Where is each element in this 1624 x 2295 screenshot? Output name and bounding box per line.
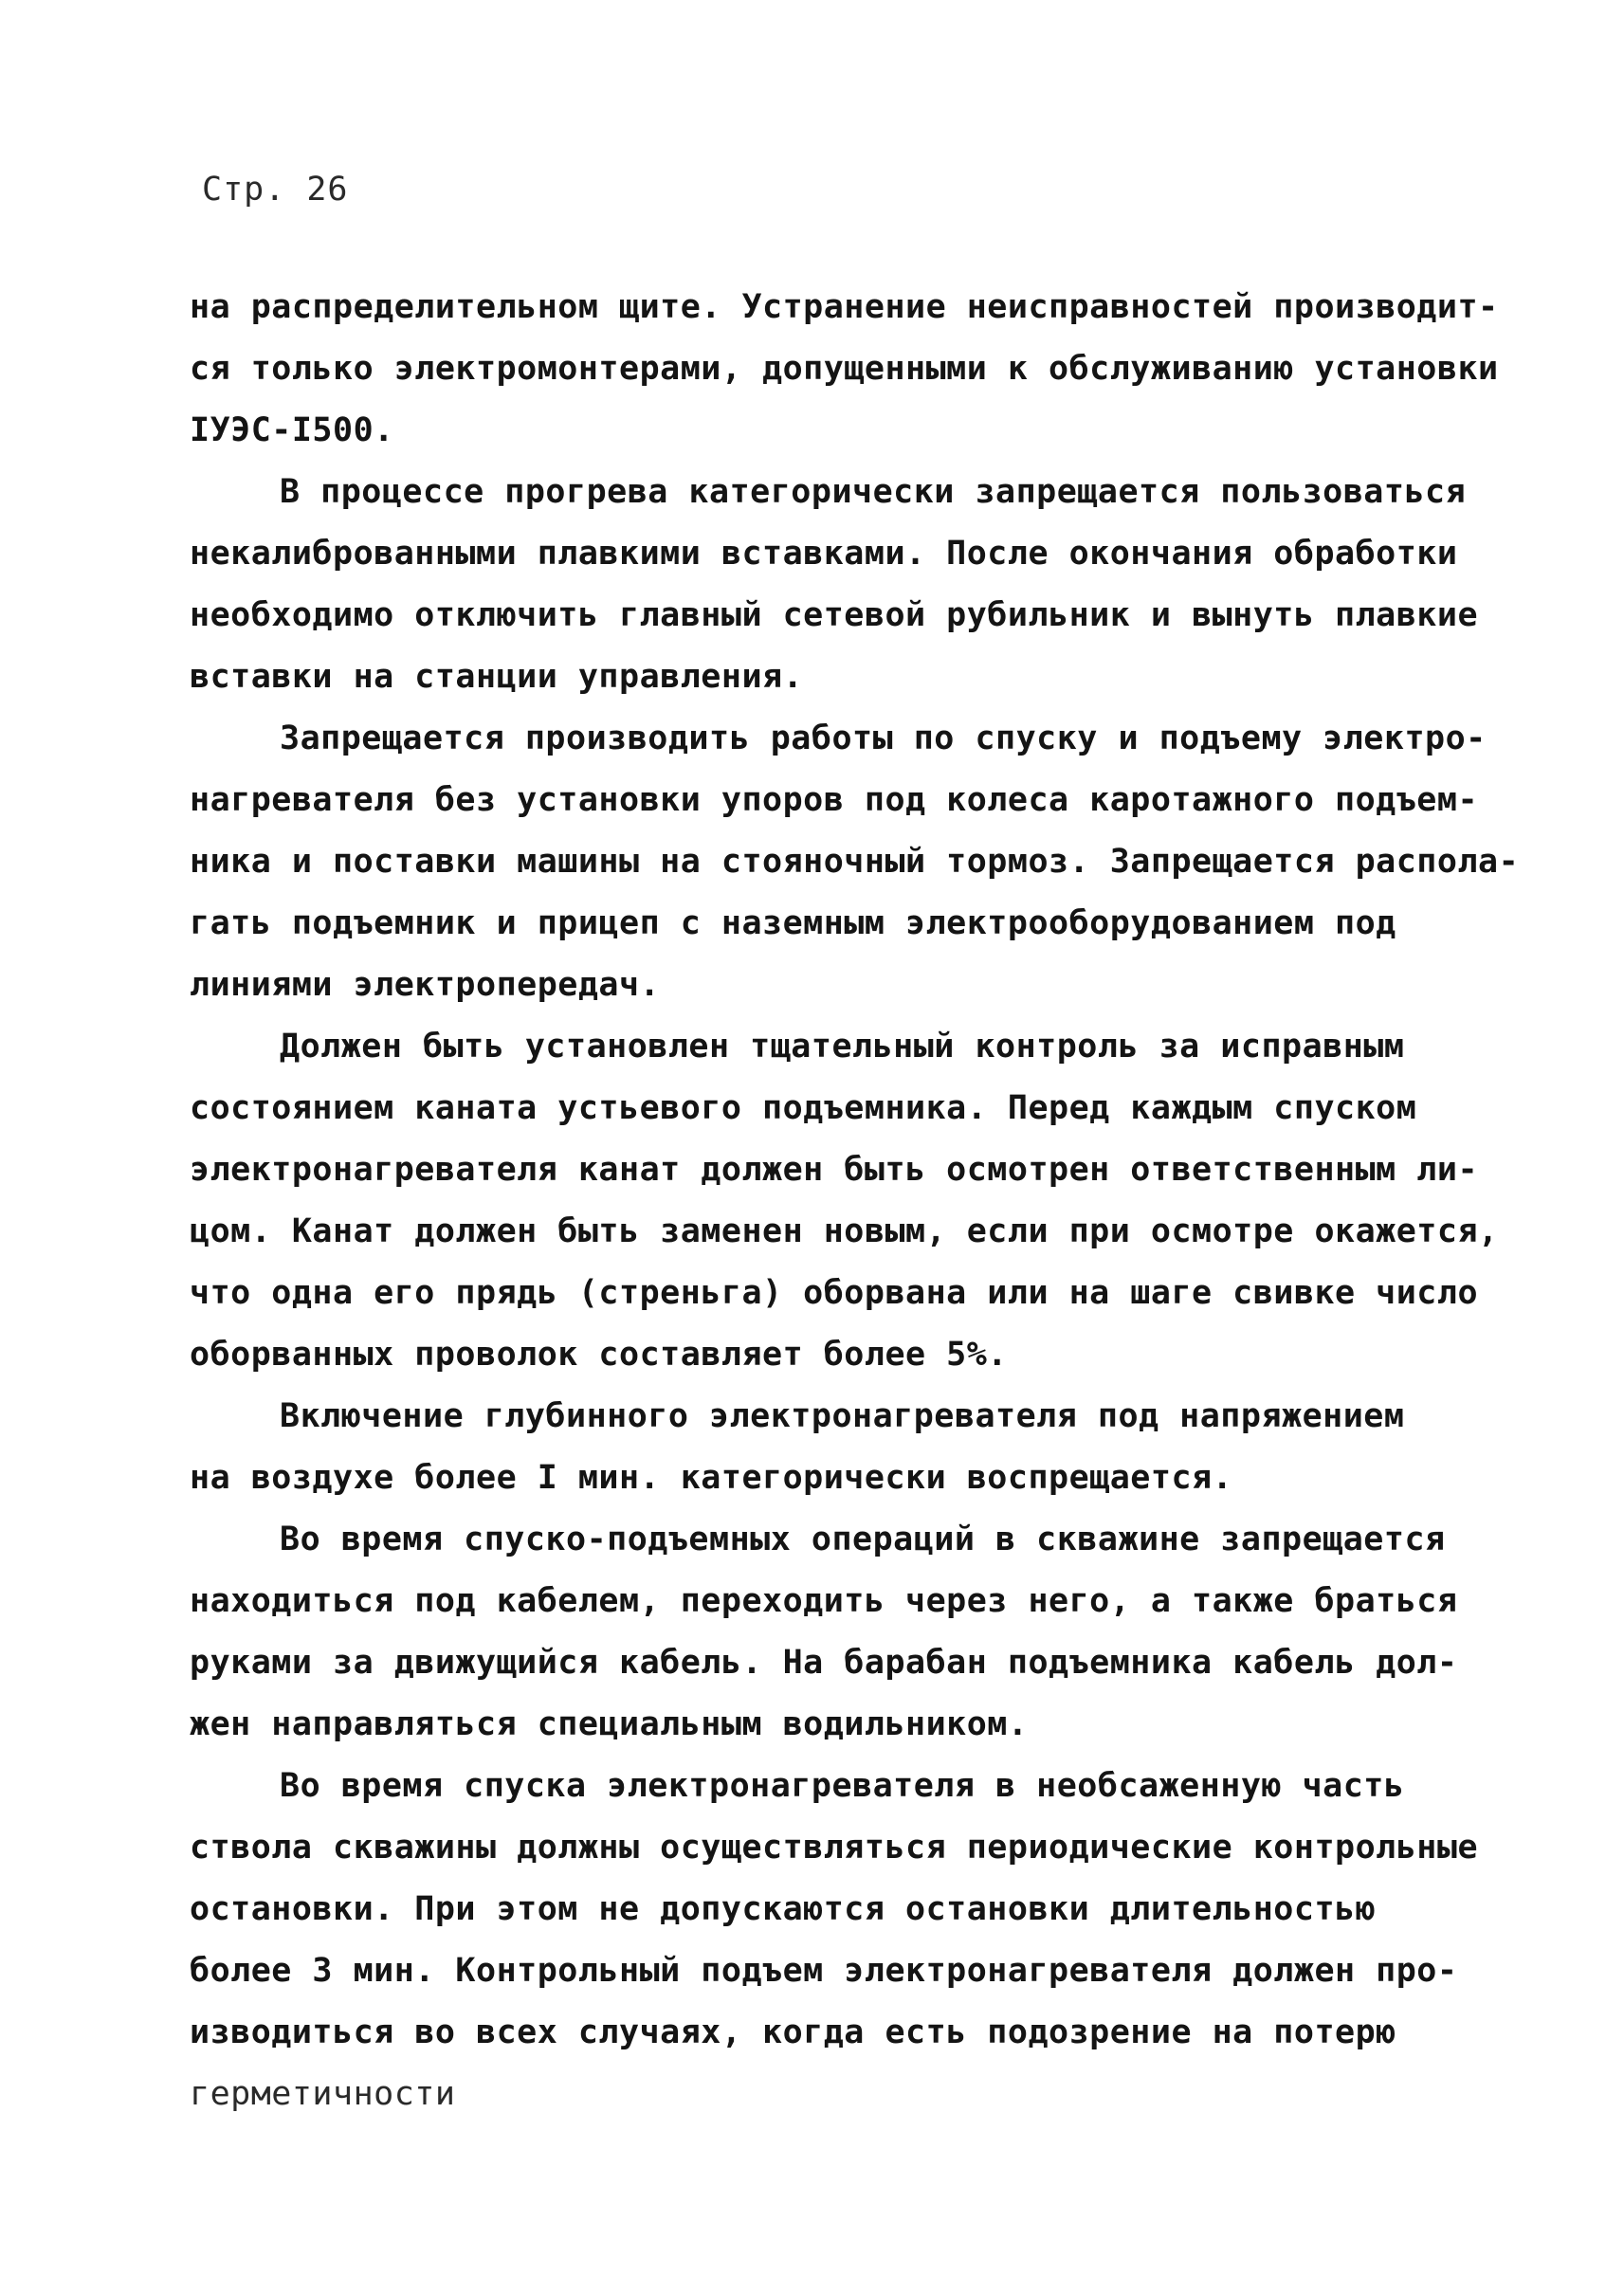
paragraph-3-line-3: ника и поставки машины на стояночный тормоз. Запрещается распола- (190, 843, 1520, 881)
paragraph-2-line-3: необходимо отключить главный сетевой рубильник и вынуть плавкие (190, 596, 1479, 634)
paragraph-4-line-4: цом. Канат должен быть заменен новым, если при осмотре окажется, (190, 1212, 1499, 1250)
paragraph-6-line-4: жен направляться специальным водильником. (190, 1705, 1029, 1743)
paragraph-2-line-1: В процессе прогрева категорически запрещается пользоваться (280, 473, 1467, 511)
paragraph-7-line-1: Во время спуска электронагревателя в необсаженную часть (280, 1767, 1405, 1805)
paragraph-7-line-6: герметичности (190, 2075, 456, 2113)
paragraph-3-line-2: нагревателя без установки упоров под колеса каротажного подъем- (190, 781, 1479, 819)
paragraph-4-line-5: что одна его прядь (стреньга) оборвана или на шаге свивке число (190, 1274, 1479, 1312)
paragraph-5-line-1: Включение глубинного электронагревателя под напряжением (280, 1397, 1405, 1435)
paragraph-3-line-1: Запрещается производить работы по спуску и подъему электро- (280, 719, 1487, 757)
paragraph-5-line-2: на воздухе более I мин. категорически воспрещается. (190, 1459, 1233, 1497)
paragraph-4-line-2: состоянием каната устьевого подъемника. Перед каждым спуском (190, 1089, 1417, 1127)
paragraph-7-line-5: изводиться во всех случаях, когда есть подозрение на потерю (190, 2013, 1396, 2051)
paragraph-3-line-5: линиями электропередач. (190, 966, 661, 1004)
paragraph-6-line-1: Во время спуско-подъемных операций в скважине запрещается (280, 1521, 1446, 1558)
paragraph-4-line-1: Должен быть установлен тщательный контроль за исправным (280, 1028, 1405, 1066)
paragraph-1-line-2: ся только электромонтерами, допущенными к обслуживанию установки (190, 350, 1499, 388)
paragraph-1-line-3: IУЭС-I500. (190, 411, 394, 449)
paragraph-6-line-2: находиться под кабелем, переходить через него, а также браться (190, 1582, 1458, 1620)
paragraph-2-line-2: некалиброванными плавкими вставками. После окончания обработки (190, 535, 1458, 573)
paragraph-7-line-4: более 3 мин. Контрольный подъем электронагревателя должен про- (190, 1952, 1458, 1990)
paragraph-7-line-2: ствола скважины должны осуществляться периодические контрольные (190, 1829, 1479, 1867)
paragraph-4-line-3: электронагревателя канат должен быть осмотрен ответственным ли- (190, 1151, 1479, 1189)
paragraph-6-line-3: руками за движущийся кабель. На барабан подъемника кабель дол- (190, 1644, 1458, 1682)
paragraph-1-line-1: на распределительном щите. Устранение неисправностей производит- (190, 288, 1499, 326)
document-body (190, 277, 1520, 2125)
paragraph-2-line-4: вставки на станции управления. (190, 658, 804, 696)
paragraph-3-line-4: гать подъемник и прицеп с наземным электрооборудованием под (190, 904, 1396, 942)
paragraph-7-line-3: остановки. При этом не допускаются остановки длительностью (190, 1890, 1377, 1928)
paragraph-4-line-6: оборванных проволок составляет более 5%. (190, 1336, 1008, 1374)
page-number: Стр. 26 (202, 171, 349, 209)
